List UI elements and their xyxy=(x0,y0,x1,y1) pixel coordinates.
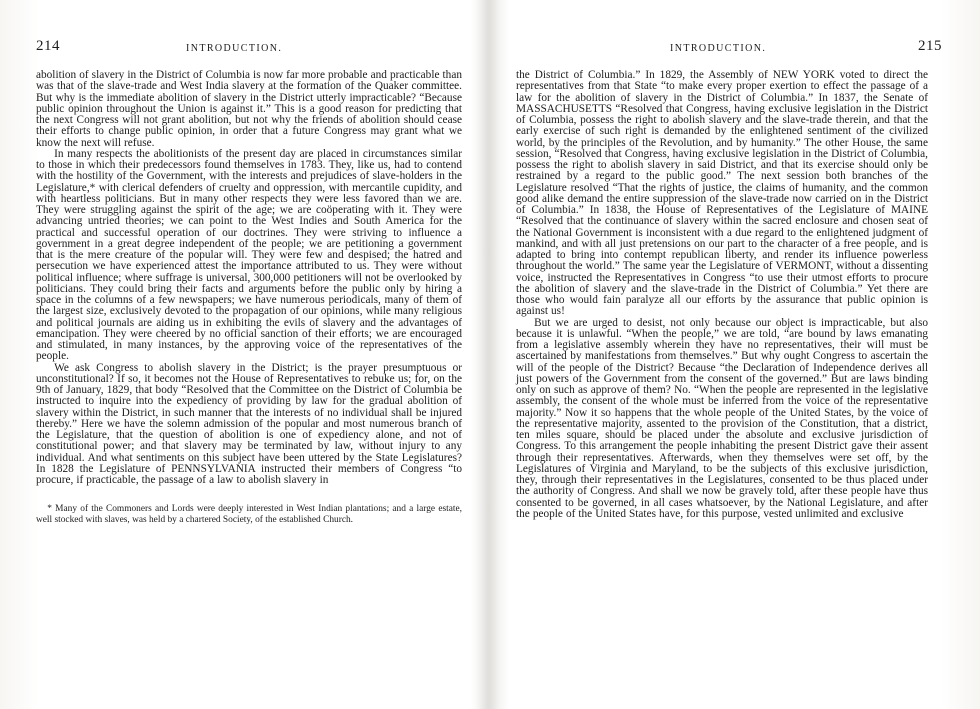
right-paragraph-2: But we are urged to desist, not only because our object is impracticable, but also because it is unlawful. “When the people,” we are told, “are bound by laws emanating from a legislative assembly wherein they have no representatives, their will must be ascertained by manifestations from themselves.” But why ought Congress to ascertain the will of the people of the District? Because “the Declaration of Independence derives all just powers of the Government from the consent of the governed.” But are laws binding only on such as approve of them? No. “When the people are represented in the legislative assembly, the consent of the whole must be inferred from the voice of the representative majority.” Now it so happens that the whole people of the United States, by the voice of the representative majority, assented to the provision of the Constitution, that a district, ten miles square, should be placed under the absolute and exclusive jurisdiction of Congress. To this arrangement the people inhabiting the present District gave their assent through their representatives. Afterwards, when they themselves were set off, by the Legislatures of Virginia and Maryland, to be the subjects of this exclusive jurisdiction, they, through their representatives in the Legislatures, consented to be thus placed under the authority of Congress. And shall we now be gravely told, after these people have thus consented to be governed, in all cases whatsoever, by the National Legislature, and after the people of the United States have, for this purpose, vested unlimited and exclusive xyxy=(516,316,928,520)
right-paragraph-1: the District of Columbia.” In 1829, the Assembly of NEW YORK voted to direct the representatives from that State “to make every proper exertion to effect the passage of a law for the abolition of slavery in the District of Columbia.” In 1837, the Senate of MASSACHUSETTS “Resolved that Congress, having exclusive legislation in the District of Columbia, possess the right to abolish slavery and the slave-trade therein, and that the early exercise of such right is demanded by the enlightened sentiment of the civilized world, by the principles of the Revolution, and by humanity.” The other House, the same session, “Resolved that Congress, having exclusive legislation in the District of Columbia, possess the right to abolish slavery in said District, and that its exercise should only be restrained by a regard to the public good.” The next session both branches of the Legislature resolved “That the rights of justice, the claims of humanity, and the common good alike demand the entire suppression of the slave-trade now carried on in the District of Columbia.” In 1838, the House of Representatives of the Legislature of MAINE “Resolved that the continuance of slavery within the sacred enclosure and chosen seat of the National Government is inconsistent with a due regard to the enlightened judgment of mankind, and with all just pretensions on our part to the character of a free people, and is adapted to bring into contempt republican liberty, and render its influence powerless throughout the world.” The same year the Legislature of VERMONT, without a dissenting voice, instructed the Representatives in Congress “to use their utmost efforts to procure the abolition of slavery and the slave-trade in the District of Columbia.” Yet there are those who would fain paralyze all our efforts by the assurance that public opinion is against us! xyxy=(516,69,928,318)
book-gutter xyxy=(476,0,500,709)
left-running-head: INTRODUCTION. xyxy=(186,43,283,54)
right-page xyxy=(516,38,942,520)
left-page xyxy=(36,38,462,525)
right-running-head: INTRODUCTION. xyxy=(670,43,767,54)
left-page-body xyxy=(36,70,462,486)
left-paragraph-1: abolition of slavery in the District of Columbia is now far more probable and practicable than was that of the slave-trade and West India slavery at the formation of the Quaker committee. But why is the immediate abolition of slavery in the District utterly impracticable? “Because public opinion throughout the Union is against it.” This is a good reason for predicting that the next Congress will not grant abolition, but not why the friends of abolition should cease their efforts to change public opinion, in order that a future Congress may grant what we know the next will refuse. xyxy=(36,69,462,149)
left-page-header xyxy=(36,38,462,62)
left-paragraph-2: In many respects the abolitionists of the present day are placed in circumstances similar to those in which their predecessors found themselves in 1783. They, like us, had to contend with the hostility of the Government, with the interests and prejudices of slave-holders in the Legislature,* with clerical defenders of cruelty and oppression, with mercantile cupidity, and with heartless politicians. But in many other respects they were less favored than we are. They were struggling against the spirit of the age; we are coöperating with it. They were advancing untried theories; we can point to the West Indies and South America for the practical and successful operation of our doctrines. They were striving to influence a government in a great degree independent of the people; we are petitioning a government that is the mere creature of the popular will. They were few and despised; the hatred and persecution we have experienced attest the importance attributed to us. They were without political influence; where suffrage is universal, 300,000 petitioners will not be overlooked by politicians. They could bring their facts and arguments before the public only by hiring a space in the columns of a few newspapers; we have numerous periodicals, many of them of the largest size, exclusively devoted to the propagation of our opinions, while many religious and political journals are aiding us in exhibiting the evils of slavery and the advantages of emancipation. They were cheered by no official sanction of their efforts; we are encouraged and stimulated, in many instances, by the approving voice of the representatives of the people. xyxy=(36,147,462,363)
left-page-number: 214 xyxy=(36,38,60,54)
right-page-header xyxy=(516,38,942,62)
left-paragraph-3: We ask Congress to abolish slavery in the District; is the prayer presumptuous or unconstitutional? If so, it becomes not the House of Representatives to rebuke us; for, on the 9th of January, 1829, that body “Resolved that the Committee on the District of Columbia be instructed to inquire into the expediency of providing by law for the gradual abolition of slavery within the District, in such manner that the interests of no individual shall be injured thereby.” Here we have the solemn admission of the popular and most numerous branch of the Legislature, that the question of abolition is one of expediency alone, and not of constitutional power; and that slavery may be terminated by law, without injury to any individual. And what sentiments on this subject have been uttered by the State Legislatures? In 1828 the Legislature of PENNSYLVANIA instructed their members of Congress “to procure, if practicable, the passage of a law to abolish slavery in xyxy=(36,361,462,486)
right-page-body xyxy=(516,70,928,520)
right-page-number: 215 xyxy=(918,38,942,54)
left-footnote: * Many of the Commoners and Lords were deeply interested in West Indian plantations; and a large estate, well stocked with slaves, was held by a chartered Society, of the established Church. xyxy=(36,504,462,525)
